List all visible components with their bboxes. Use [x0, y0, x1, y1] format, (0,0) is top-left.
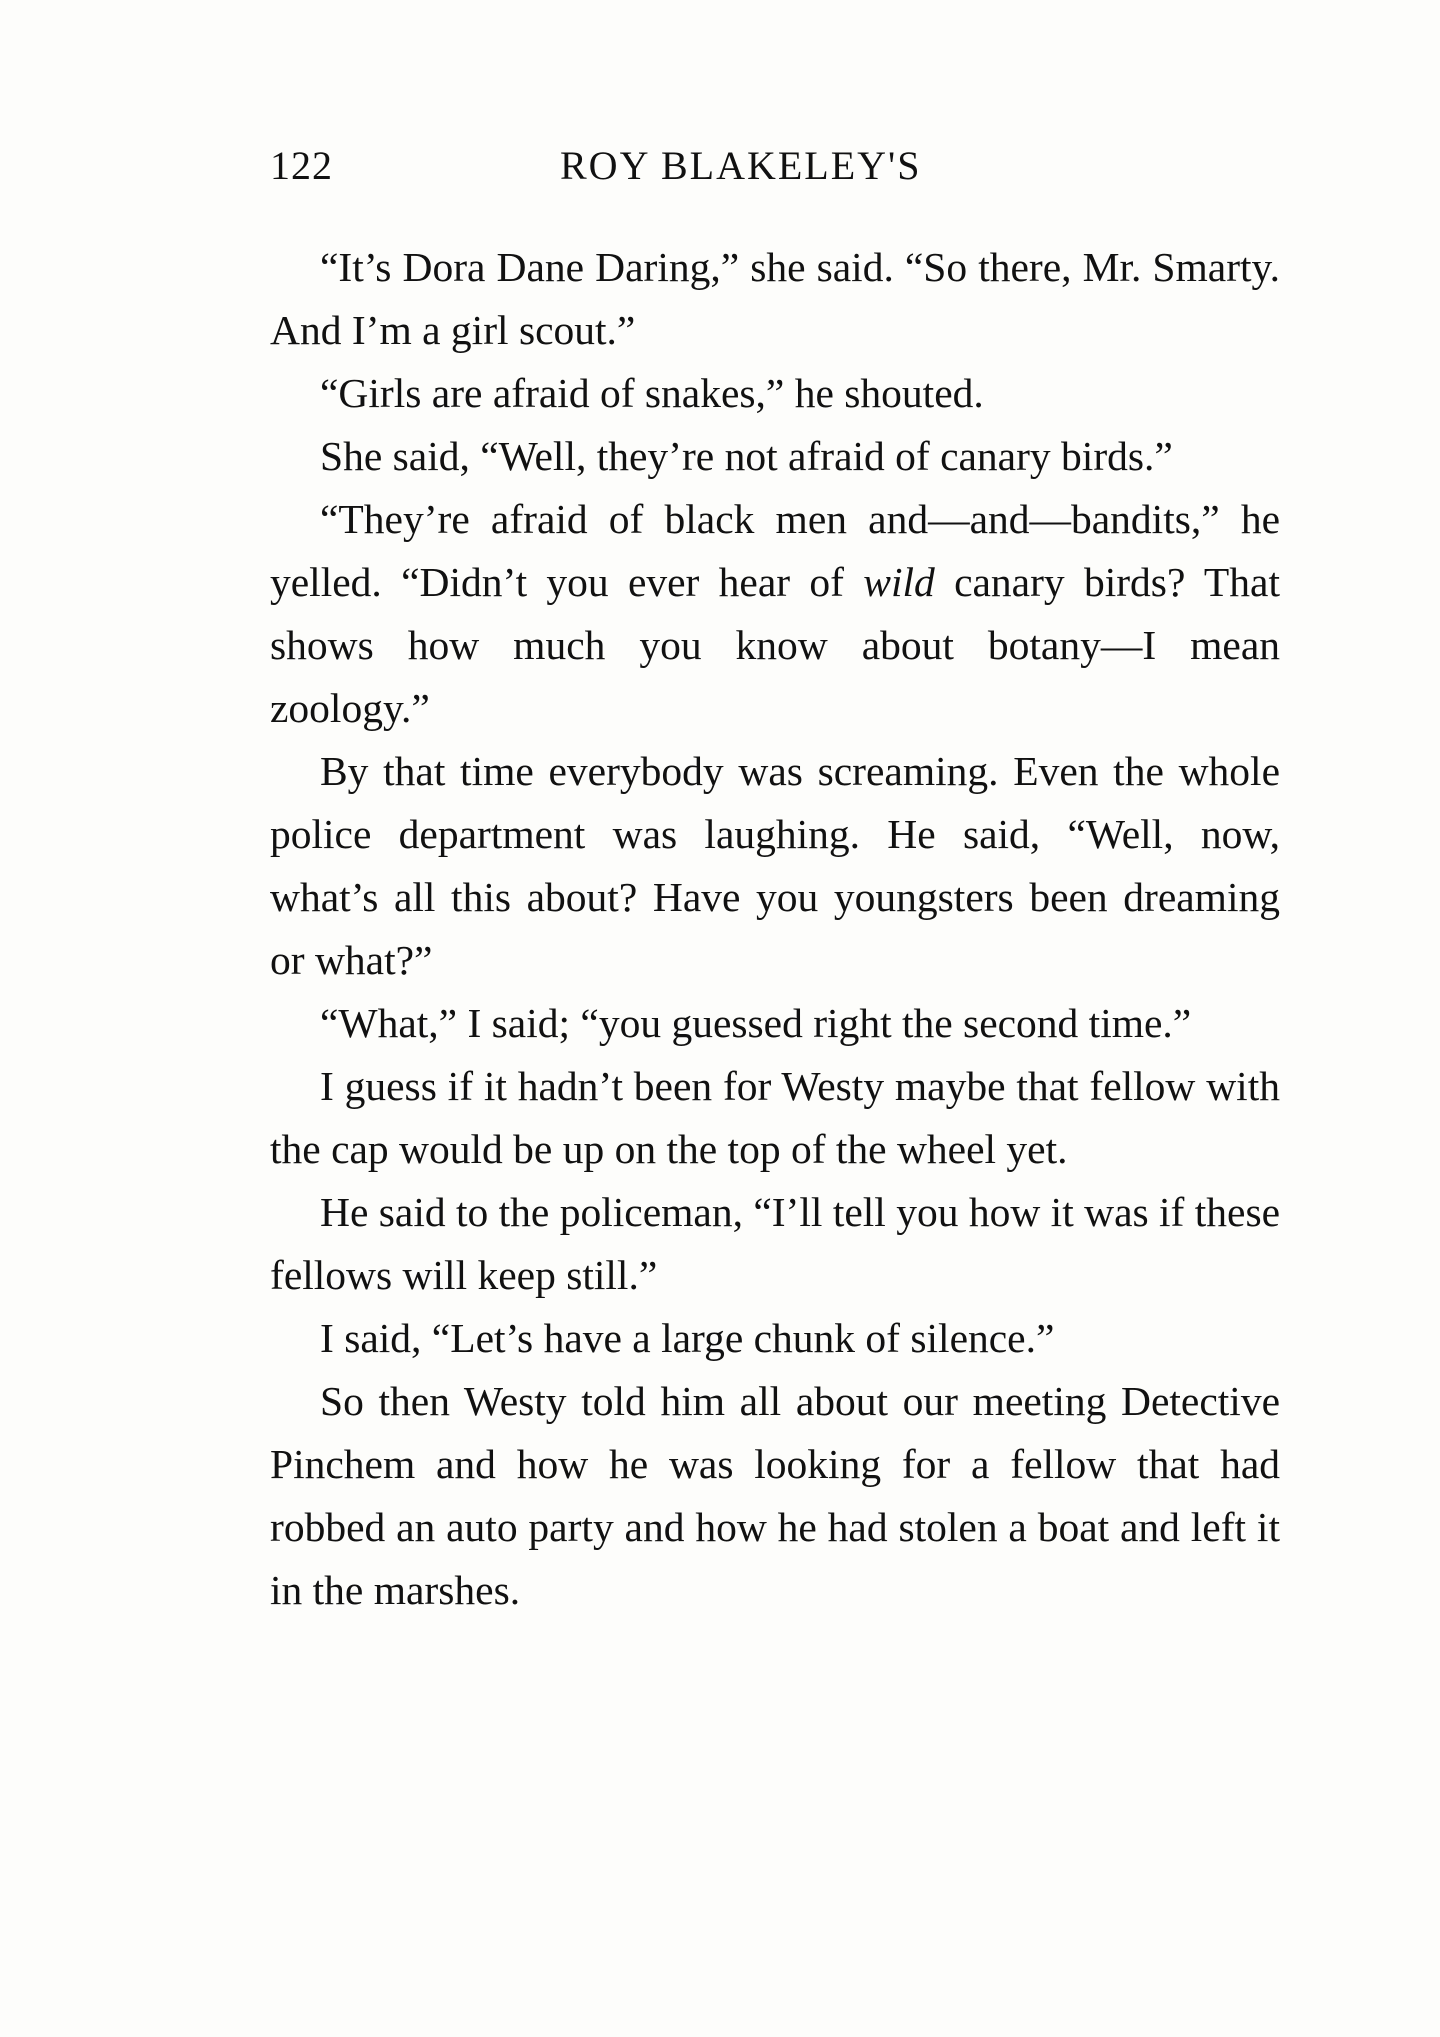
- paragraph: He said to the policeman, “I’ll tell you how it was if these fellows will keep still.”: [270, 1189, 1281, 1298]
- paragraph: [270, 488, 1280, 740]
- running-title: ROY BLAKELEY'S: [560, 143, 922, 188]
- italic-word: wild: [863, 559, 935, 605]
- paragraph: “Girls are afraid of snakes,” he shouted.: [320, 370, 984, 416]
- paragraph: “It’s Dora Dane Daring,” she said. “So there, Mr. Smarty. And I’m a girl scout.”: [270, 244, 1280, 353]
- paragraph: “What,” I said; “you guessed right the second time.”: [320, 1000, 1192, 1046]
- paragraph: I said, “Let’s have a large chunk of silence.”: [320, 1315, 1055, 1361]
- paragraph: So then Westy told him all about our meeting Detective Pinchem and how he was looking for a fellow that had robbed an auto party and how he had stolen a boat and left it in the marshes.: [270, 1378, 1280, 1613]
- page-body: [270, 236, 1280, 1622]
- paragraph-text: canary birds? That shows how much you know about botany—I mean zoology.”: [270, 559, 1280, 731]
- paragraph-text: “They’re afraid of black men and—and—bandits,” he yelled. “Didn’t you ever hear of: [270, 496, 1280, 605]
- page-header: [270, 136, 1280, 196]
- page-number: 122: [270, 143, 333, 188]
- paragraph: By that time everybody was screaming. Even the whole police department was laughing. He said, “Well, now, what’s all this about? Have you youngsters been dreaming or what?”: [270, 748, 1280, 983]
- paragraph: I guess if it hadn’t been for Westy maybe that fellow with the cap would be up on the top of the wheel yet.: [270, 1063, 1280, 1172]
- paragraph: She said, “Well, they’re not afraid of canary birds.”: [320, 433, 1173, 479]
